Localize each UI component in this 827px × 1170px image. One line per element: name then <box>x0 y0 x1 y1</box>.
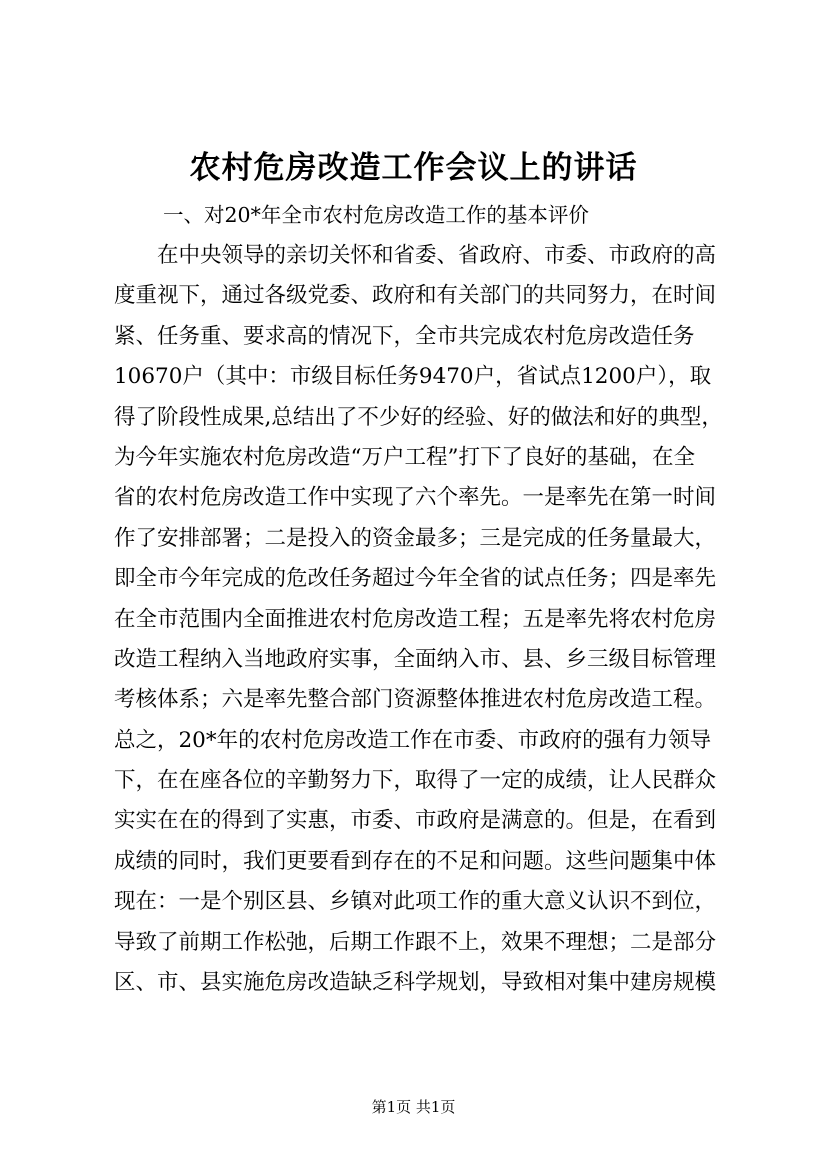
body-line: 导致了前期工作松弛，后期工作跟不上，效果不理想；二是部分 <box>114 929 717 955</box>
body-line: 实实在在的得到了实惠，市委、市政府是满意的。但是，在看到 <box>114 808 717 834</box>
body-line: 总之，20*年的农村危房改造工作在市委、市政府的强有力领导 <box>114 727 712 753</box>
document-title: 农村危房改造工作会议上的讲话 <box>189 150 638 186</box>
body-line: 现在：一是个别区县、乡镇对此项工作的重大意义认识不到位， <box>114 889 717 915</box>
body-line: 改造工程纳入当地政府实事，全面纳入市、县、乡三级目标管理 <box>114 646 717 672</box>
body-line: 在中央领导的亲切关怀和省委、省政府、市委、市政府的高 <box>157 243 717 268</box>
body-line: 即全市今年完成的危改任务超过今年全省的试点任务；四是率先 <box>114 566 717 592</box>
section-heading: 一、对20*年全市农村危房改造工作的基本评价 <box>163 203 589 227</box>
body-line: 成绩的同时，我们更要看到存在的不足和问题。这些问题集中体 <box>114 848 717 874</box>
body-line: 省的农村危房改造工作中实现了六个率先。一是率先在第一时间 <box>114 485 717 511</box>
body-line: 作了安排部署；二是投入的资金最多；三是完成的任务量最大， <box>114 525 717 551</box>
body-line: 为今年实施农村危房改造“万户工程”打下了良好的基础，在全 <box>114 444 695 470</box>
body-line: 区、市、县实施危房改造缺乏科学规划，导致相对集中建房规模 <box>114 970 717 996</box>
body-line: 下，在在座各位的辛勤努力下，取得了一定的成绩，让人民群众 <box>114 768 717 794</box>
body-text <box>114 236 744 1003</box>
page-number-footer: 第1页 共1页 <box>371 1098 456 1116</box>
body-line: 考核体系；六是率先整合部门资源整体推进农村危房改造工程。 <box>114 687 717 713</box>
body-line: 得了阶段性成果,总结出了不少好的经验、好的做法和好的典型， <box>114 404 723 430</box>
body-line: 在全市范围内全面推进农村危房改造工程；五是率先将农村危房 <box>114 606 717 632</box>
body-line: 紧、任务重、要求高的情况下，全市共完成农村危房改造任务 <box>114 323 695 349</box>
body-line: 度重视下，通过各级党委、政府和有关部门的共同努力，在时间 <box>114 283 717 309</box>
body-line: 10670户（其中：市级目标任务9470户，省试点1200户），取 <box>114 364 712 390</box>
